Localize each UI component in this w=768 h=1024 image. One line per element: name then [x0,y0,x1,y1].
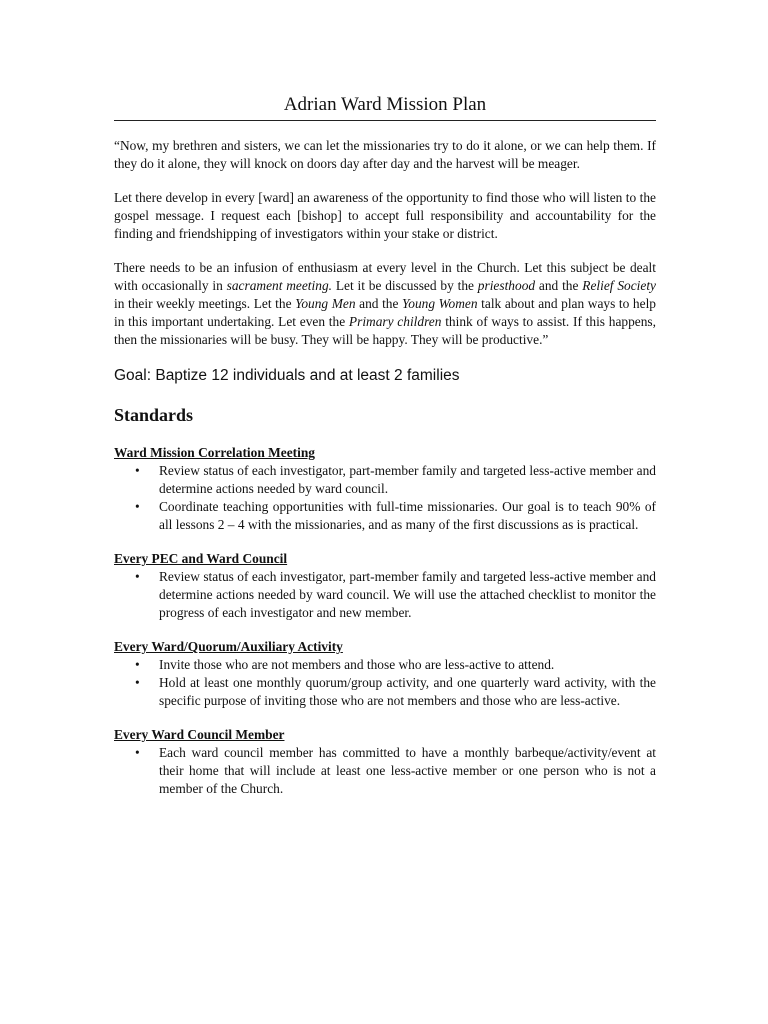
list-item-text: Coordinate teaching opportunities with full-time missionaries. Our goal is to teach 90% of all lessons 2 – 4 with the missionaries, and as many of the first discussions as is practical. [159,499,656,532]
paragraph-text: Let it be discussed by the [332,278,478,293]
emphasized-text: Primary children [348,314,442,329]
paragraph-text: and the [355,296,403,311]
standard-section [114,550,656,622]
emphasized-text: Young Men [295,296,356,311]
list-item-text: Review status of each investigator, part-member family and targeted less-active member and determine actions needed by ward council. We will use the attached checklist to monitor the progress of each investigator and new member. [159,569,656,620]
bullet-icon: • [135,675,140,690]
paragraph-text: There needs to be an infusion of enthusiasm at every level in the Church. Let this subject be dealt with occasionally in [114,260,656,293]
list-item [114,674,656,710]
bullet-icon: • [135,499,140,514]
list-item-text: Invite those who are not members and those who are less-active to attend. [159,657,555,672]
emphasized-text: Young Women [402,296,478,311]
list-item-text: Review status of each investigator, part-member family and targeted less-active member and determine actions needed by ward council. [159,463,656,496]
standards-sections [114,444,656,798]
emphasized-text: Relief Society [582,278,656,293]
paragraph-text: and the [535,278,583,293]
list-item [114,462,656,498]
quote-paragraph-2: Let there develop in every [ward] an awareness of the opportunity to find those who will listen to the gospel message. I request each [bishop] to accept full responsibility and accountability for the finding and friendshipping of investigators within your stake or district. [114,190,656,241]
list-item [114,656,656,674]
bullet-icon: • [135,657,140,672]
list-item [114,498,656,534]
bullet-icon: • [135,569,140,584]
bullet-icon: • [135,463,140,478]
standard-section [114,444,656,534]
document-title: Adrian Ward Mission Plan [114,93,656,121]
section-heading: Ward Mission Correlation Meeting [114,445,315,460]
bullet-list [114,656,656,710]
bullet-list [114,744,656,798]
standard-section [114,638,656,710]
quote-paragraph-3 [114,259,656,349]
standards-heading: Standards [114,405,194,425]
bullet-icon: • [135,745,140,760]
paragraph-text: think of ways to assist. If this happens, then the missionaries will be busy. They will be happy. They will be productive.” [114,314,656,347]
section-heading: Every Ward Council Member [114,727,285,742]
list-item-text: Hold at least one monthly quorum/group activity, and one quarterly ward activity, with the specific purpose of inviting those who are not members and those who are less-active. [159,675,656,708]
list-item-text: Each ward council member has committed to have a monthly barbeque/activity/event at their home that will include at least one less-active member or one person who is not a member of the Church. [159,745,656,796]
list-item [114,744,656,798]
paragraph-text: in their weekly meetings. Let the [114,296,296,311]
standard-section [114,726,656,798]
quote-paragraph-1: “Now, my brethren and sisters, we can let the missionaries try to do it alone, or we can help them. If they do it alone, they will knock on doors day after day and the harvest will be meager. [114,138,656,171]
emphasized-text: sacrament meeting. [226,278,332,293]
paragraph-text: talk about and plan ways to help in this important undertaking. Let even the [114,296,656,329]
document-page [114,93,656,798]
bullet-list [114,462,656,534]
emphasized-text: priesthood [477,278,536,293]
section-heading: Every PEC and Ward Council [114,551,288,566]
goal-statement: Goal: Baptize 12 individuals and at least 2 families [114,367,460,384]
section-heading: Every Ward/Quorum/Auxiliary Activity [114,639,343,654]
bullet-list [114,568,656,622]
list-item [114,568,656,622]
